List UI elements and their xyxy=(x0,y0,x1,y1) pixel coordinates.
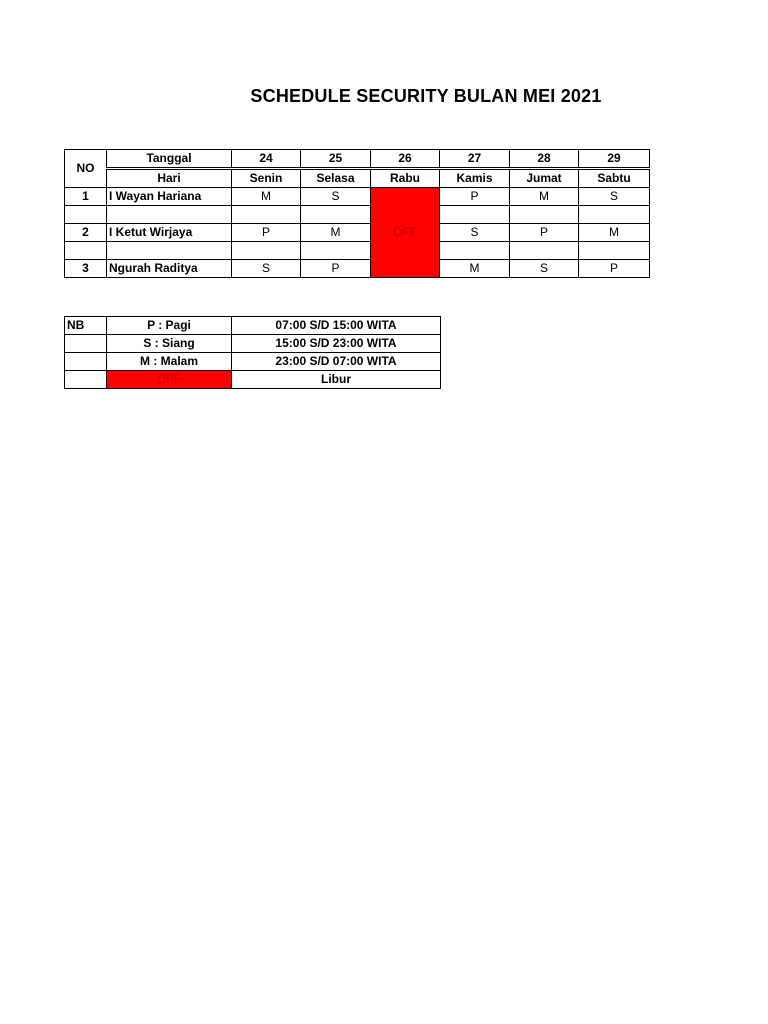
nb-label: NB xyxy=(65,317,107,335)
table-row xyxy=(65,188,650,206)
legend-row xyxy=(65,353,441,371)
shift-cell: P xyxy=(232,224,301,242)
date-cell: 24 xyxy=(232,150,301,169)
shift-cell: P xyxy=(440,188,510,206)
empty-cell xyxy=(440,242,510,260)
empty-cell xyxy=(510,242,579,260)
legend-off-code: OFF xyxy=(107,371,232,389)
shift-cell: M xyxy=(579,224,650,242)
shift-cell: P xyxy=(301,260,371,278)
empty-cell xyxy=(301,242,371,260)
empty-cell xyxy=(65,335,107,353)
legend-table xyxy=(64,316,441,389)
shift-cell: M xyxy=(301,224,371,242)
shift-cell: M xyxy=(510,188,579,206)
empty-cell xyxy=(301,206,371,224)
day-cell: Sabtu xyxy=(579,169,650,188)
legend-time: 07:00 S/D 15:00 WITA xyxy=(232,317,441,335)
row-number: 1 xyxy=(65,188,107,206)
shift-cell: S xyxy=(510,260,579,278)
date-cell: 25 xyxy=(301,150,371,169)
table-row xyxy=(65,224,650,242)
empty-cell xyxy=(440,206,510,224)
legend-time: Libur xyxy=(232,371,441,389)
shift-cell: M xyxy=(232,188,301,206)
date-cell: 26 xyxy=(371,150,440,169)
header-row-days xyxy=(65,169,650,188)
empty-cell xyxy=(65,371,107,389)
tanggal-label: Tanggal xyxy=(107,150,232,169)
row-number: 2 xyxy=(65,224,107,242)
legend-code: P : Pagi xyxy=(107,317,232,335)
date-cell: 27 xyxy=(440,150,510,169)
empty-cell xyxy=(107,206,232,224)
empty-cell xyxy=(510,206,579,224)
empty-cell xyxy=(579,206,650,224)
spacer-row xyxy=(65,242,650,260)
no-header: NO xyxy=(65,150,107,188)
page-title: SCHEDULE SECURITY BULAN MEI 2021 xyxy=(250,86,602,106)
hari-label: Hari xyxy=(107,169,232,188)
empty-cell xyxy=(579,242,650,260)
legend-code: M : Malam xyxy=(107,353,232,371)
off-day-cell: OFF xyxy=(371,188,440,278)
schedule-table xyxy=(64,149,650,278)
employee-name: I Ketut Wirjaya xyxy=(107,224,232,242)
employee-name: Ngurah Raditya xyxy=(107,260,232,278)
shift-cell: P xyxy=(510,224,579,242)
empty-cell xyxy=(65,242,107,260)
empty-cell xyxy=(232,242,301,260)
shift-cell: S xyxy=(232,260,301,278)
shift-cell: M xyxy=(440,260,510,278)
legend-code: S : Siang xyxy=(107,335,232,353)
legend-row xyxy=(65,371,441,389)
empty-cell xyxy=(65,206,107,224)
legend-row xyxy=(65,317,441,335)
date-cell: 28 xyxy=(510,150,579,169)
day-cell: Senin xyxy=(232,169,301,188)
shift-cell: S xyxy=(579,188,650,206)
day-cell: Kamis xyxy=(440,169,510,188)
day-cell: Rabu xyxy=(371,169,440,188)
empty-cell xyxy=(65,353,107,371)
empty-cell xyxy=(232,206,301,224)
empty-cell xyxy=(107,242,232,260)
legend-time: 15:00 S/D 23:00 WITA xyxy=(232,335,441,353)
shift-cell: P xyxy=(579,260,650,278)
legend-row xyxy=(65,335,441,353)
legend-time: 23:00 S/D 07:00 WITA xyxy=(232,353,441,371)
table-row xyxy=(65,260,650,278)
spacer-row xyxy=(65,206,650,224)
date-cell: 29 xyxy=(579,150,650,169)
header-row-dates xyxy=(65,150,650,169)
day-cell: Jumat xyxy=(510,169,579,188)
day-cell: Selasa xyxy=(301,169,371,188)
row-number: 3 xyxy=(65,260,107,278)
employee-name: I Wayan Hariana xyxy=(107,188,232,206)
shift-cell: S xyxy=(440,224,510,242)
shift-cell: S xyxy=(301,188,371,206)
